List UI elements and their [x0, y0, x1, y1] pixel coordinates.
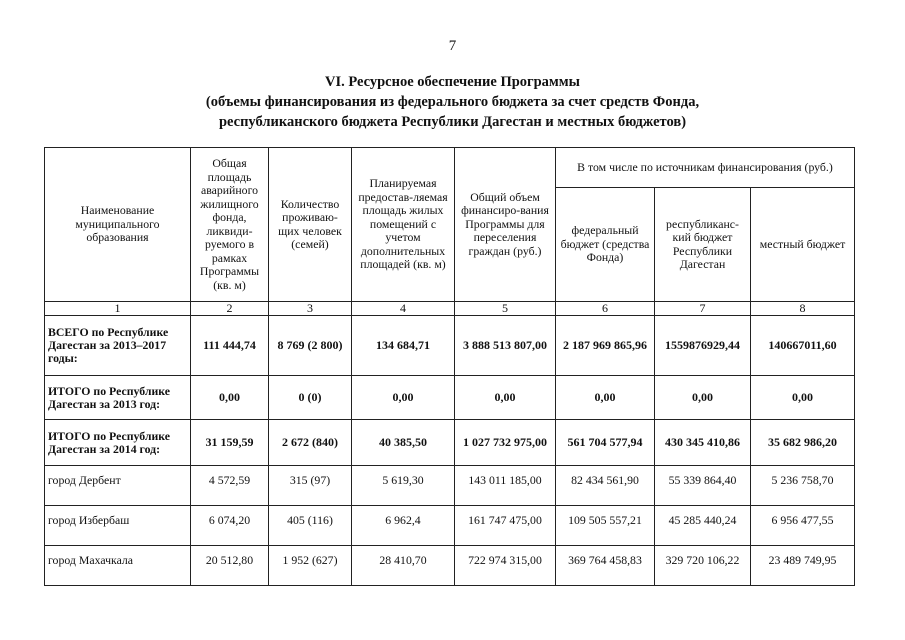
heading-line-3: республиканского бюджета Республики Дагестан и местных бюджетов) [218, 114, 687, 130]
column-number: 1 [45, 302, 191, 316]
column-number: 6 [556, 302, 655, 316]
cell-republic: 0,00 [655, 376, 751, 420]
cell-planned: 134 684,71 [352, 316, 455, 376]
cell-federal: 109 505 557,21 [556, 506, 655, 546]
cell-total: 722 974 315,00 [455, 546, 556, 586]
cell-local: 5 236 758,70 [751, 466, 855, 506]
column-number: 8 [751, 302, 855, 316]
cell-local: 0,00 [751, 376, 855, 420]
cell-local: 35 682 986,20 [751, 420, 855, 466]
cell-area: 0,00 [191, 376, 269, 420]
cell-planned: 5 619,30 [352, 466, 455, 506]
column-number: 4 [352, 302, 455, 316]
table-row [45, 316, 855, 376]
table-row [45, 506, 855, 546]
cell-people: 405 (116) [269, 506, 352, 546]
column-number: 7 [655, 302, 751, 316]
table-row [45, 546, 855, 586]
table-row [45, 376, 855, 420]
row-name: ИТОГО по Республике Дагестан за 2014 год: [45, 420, 191, 466]
cell-republic: 55 339 864,40 [655, 466, 751, 506]
cell-people: 8 769 (2 800) [269, 316, 352, 376]
cell-federal: 561 704 577,94 [556, 420, 655, 466]
cell-federal: 2 187 969 865,96 [556, 316, 655, 376]
header-federal: федеральный бюджет (средства Фонда) [556, 188, 655, 302]
cell-federal: 369 764 458,83 [556, 546, 655, 586]
row-name: город Махачкала [45, 546, 191, 586]
row-name: город Избербаш [45, 506, 191, 546]
cell-planned: 28 410,70 [352, 546, 455, 586]
cell-people: 1 952 (627) [269, 546, 352, 586]
cell-federal: 0,00 [556, 376, 655, 420]
row-name: ВСЕГО по Республике Дагестан за 2013–2017 годы: [45, 316, 191, 376]
cell-total: 3 888 513 807,00 [455, 316, 556, 376]
cell-people: 0 (0) [269, 376, 352, 420]
header-sources-group: В том числе по источникам финансирования (руб.) [556, 148, 855, 188]
heading-line-1: VI. Ресурсное обеспечение Программы [324, 74, 581, 90]
cell-local: 140667011,60 [751, 316, 855, 376]
cell-republic: 45 285 440,24 [655, 506, 751, 546]
header-republic: республиканс-кий бюджет Республики Дагестан [655, 188, 751, 302]
cell-area: 6 074,20 [191, 506, 269, 546]
table-row [45, 420, 855, 466]
cell-area: 111 444,74 [191, 316, 269, 376]
cell-area: 4 572,59 [191, 466, 269, 506]
cell-republic: 1559876929,44 [655, 316, 751, 376]
header-residents: Количество проживаю-щих человек (семей) [269, 148, 352, 302]
column-number-row [45, 302, 855, 316]
header-local: местный бюджет [751, 188, 855, 302]
section-heading [0, 72, 905, 132]
cell-planned: 0,00 [352, 376, 455, 420]
cell-people: 315 (97) [269, 466, 352, 506]
cell-federal: 82 434 561,90 [556, 466, 655, 506]
header-municipality: Наименование муниципального образования [45, 148, 191, 302]
page-number: 7 [448, 38, 457, 54]
header-total-financing: Общий объем финансиро-вания Программы для переселения граждан (руб.) [455, 148, 556, 302]
cell-republic: 430 345 410,86 [655, 420, 751, 466]
cell-total: 143 011 185,00 [455, 466, 556, 506]
cell-local: 6 956 477,55 [751, 506, 855, 546]
row-name: ИТОГО по Республике Дагестан за 2013 год: [45, 376, 191, 420]
column-number: 2 [191, 302, 269, 316]
table-row [45, 466, 855, 506]
cell-planned: 40 385,50 [352, 420, 455, 466]
header-planned-area: Планируемая предостав-ляемая площадь жилых помещений с учетом дополнительных площадей (кв. м) [352, 148, 455, 302]
cell-total: 1 027 732 975,00 [455, 420, 556, 466]
cell-planned: 6 962,4 [352, 506, 455, 546]
cell-total: 161 747 475,00 [455, 506, 556, 546]
cell-people: 2 672 (840) [269, 420, 352, 466]
cell-republic: 329 720 106,22 [655, 546, 751, 586]
row-name: город Дербент [45, 466, 191, 506]
cell-area: 31 159,59 [191, 420, 269, 466]
cell-area: 20 512,80 [191, 546, 269, 586]
cell-local: 23 489 749,95 [751, 546, 855, 586]
financing-table [44, 147, 855, 586]
cell-total: 0,00 [455, 376, 556, 420]
column-number: 3 [269, 302, 352, 316]
header-area: Общая площадь аварийного жилищного фонда, ликвиди-руемого в рамках Программы (кв. м) [191, 148, 269, 302]
heading-line-2: (объемы финансирования из федерального бюджета за счет средств Фонда, [205, 94, 700, 110]
column-number: 5 [455, 302, 556, 316]
